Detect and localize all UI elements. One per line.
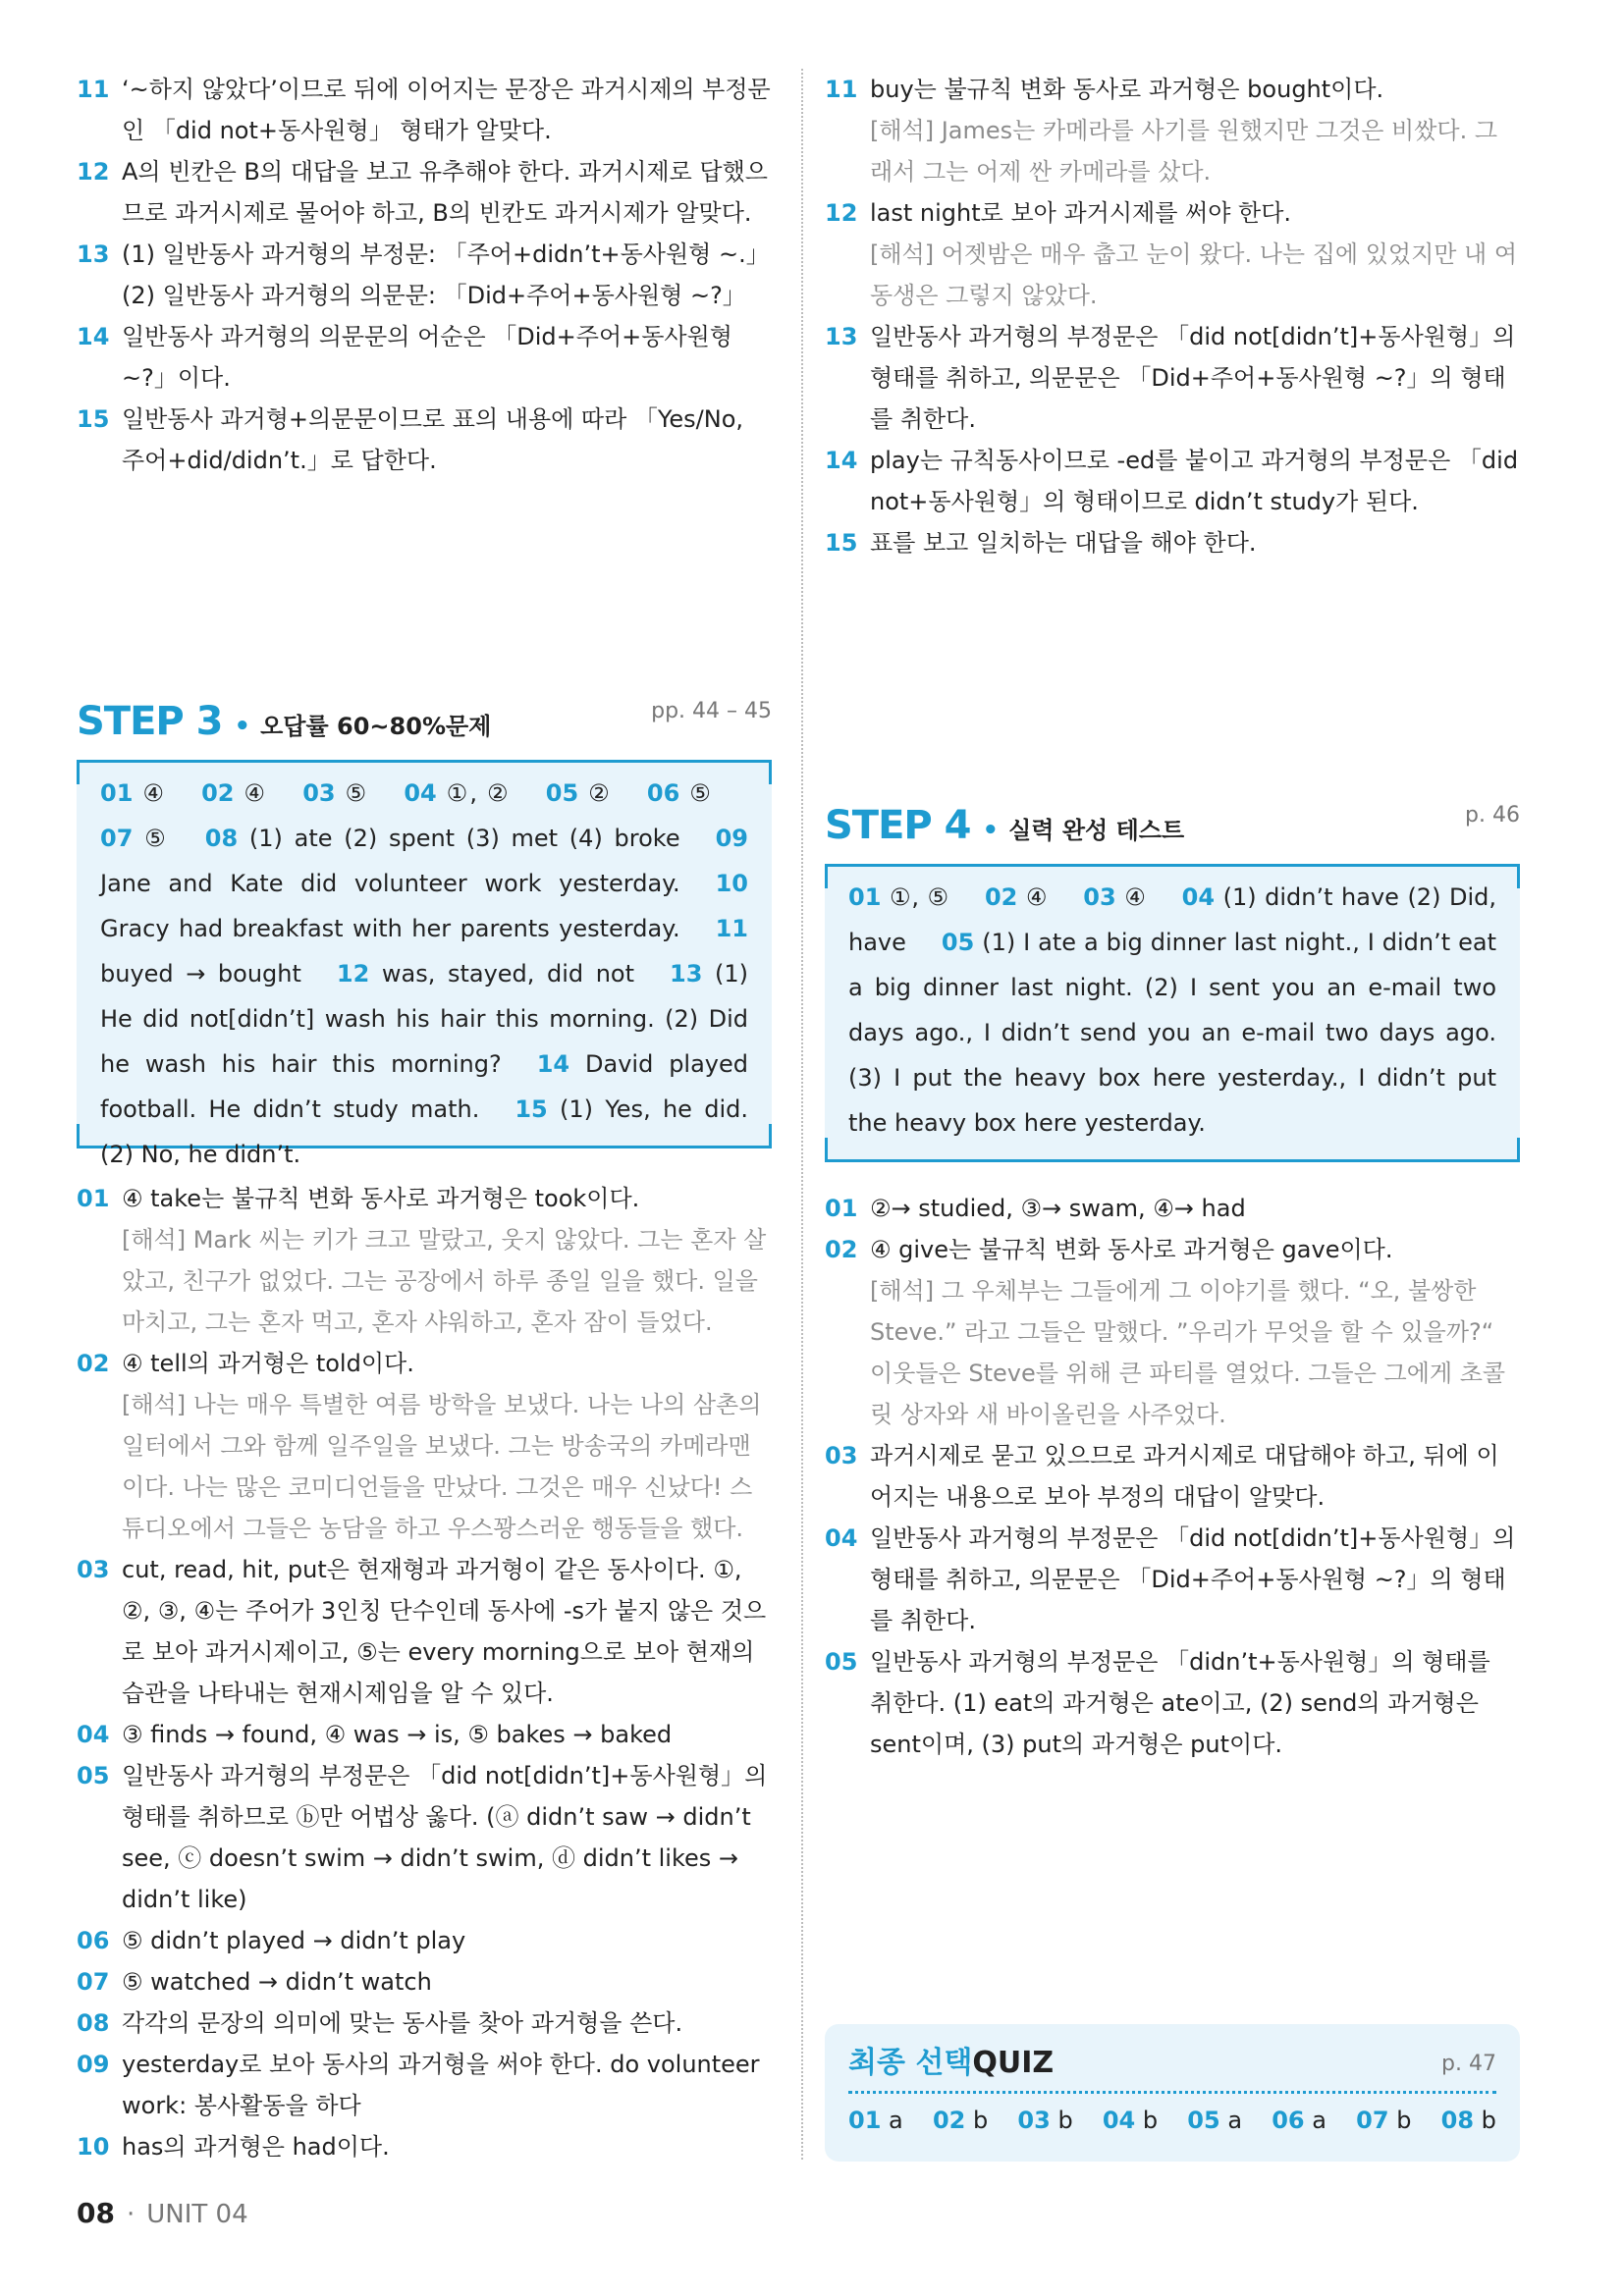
item-number: 02 <box>77 1350 110 1377</box>
item-number: 07 <box>77 1968 110 1996</box>
item-body <box>122 151 772 234</box>
item-number: 03 <box>825 1442 858 1469</box>
item-text: ⑤ didn’t played → didn’t play <box>122 1927 466 1954</box>
quiz-answer <box>933 2107 988 2134</box>
step3-label: STEP 3 <box>77 699 223 744</box>
item-body <box>122 1549 772 1714</box>
quiz-answer-number: 06 <box>1272 2107 1305 2134</box>
item-body <box>870 1641 1520 1765</box>
quiz-divider <box>848 2091 1496 2094</box>
quiz-answer-value: b <box>1142 2107 1159 2134</box>
explanation-item <box>825 1518 1520 1641</box>
item-number: 01 <box>825 1195 858 1222</box>
explanation-item <box>825 1435 1520 1518</box>
quiz-answer <box>1356 2107 1411 2134</box>
explanation-item <box>825 192 1520 316</box>
step4-explanations <box>825 1188 1520 1765</box>
answer-number: 06 <box>646 779 680 807</box>
answer-value: David played football. He didn’t study math. <box>100 1050 749 1123</box>
item-text: 일반동사 과거형의 의문문의 어순은 「Did+주어+동사원형 ~?」이다. <box>122 323 732 392</box>
item-body <box>870 316 1520 440</box>
item-number: 04 <box>825 1524 858 1552</box>
item-body <box>870 1229 1520 1435</box>
answer-value: ④ <box>244 779 268 807</box>
item-translation: [해석] Mark 씨는 키가 크고 말랐고, 웃지 않았다. 그는 혼자 살았고, 친구가 없었다. 그는 공장에서 하루 종일 일을 했다. 일을 마치고, 그는 혼자 먹고, 혼자 샤워하고, 혼자 잠이 들었다. <box>122 1226 767 1336</box>
item-text: 일반동사 과거형의 부정문은 「did not[didn’t]+동사원형」의 형태를 취하므로 ⓑ만 어법상 옳다. (ⓐ didn’t saw → didn’t see, ⓒ doesn’t swim → didn’t swim, ⓓ didn’t likes → didn’t like) <box>122 1762 768 1913</box>
explanation-item <box>77 1549 772 1714</box>
item-text: last night로 보아 과거시제를 써야 한다. <box>870 199 1292 227</box>
answer-number: 03 <box>1083 883 1116 911</box>
item-number: 01 <box>77 1185 110 1212</box>
answer-value: (1) ate (2) spent (3) met (4) broke <box>248 825 680 852</box>
item-number: 03 <box>77 1556 110 1583</box>
item-number: 08 <box>77 2009 110 2037</box>
quiz-answer <box>1272 2107 1326 2134</box>
item-translation: [해석] 그 우체부는 그들에게 그 이야기를 했다. “오, 불쌍한 Steve.” 라고 그들은 말했다. ”우리가 무엇을 할 수 있을까?“ 이웃들은 Steve를 위해 큰 파티를 열었다. 그들은 그에게 초콜릿 상자와 새 바이올린을 사주었다. <box>870 1277 1506 1428</box>
answer-number: 04 <box>404 779 437 807</box>
item-text: 표를 보고 일치하는 대답을 해야 한다. <box>870 529 1257 557</box>
item-body <box>870 440 1520 522</box>
answer-value: ④ <box>1124 883 1147 911</box>
item-text: ⑤ watched → didn’t watch <box>122 1968 432 1996</box>
item-text: ‘~하지 않았다’이므로 뒤에 이어지는 문장은 과거시제의 부정문인 「did not+동사원형」 형태가 알맞다. <box>122 76 771 144</box>
item-text: has의 과거형은 had이다. <box>122 2133 390 2161</box>
explanation-item <box>77 1178 772 1343</box>
quiz-answer-number: 01 <box>848 2107 882 2134</box>
item-body <box>122 1755 772 1920</box>
step4-header <box>825 803 1520 854</box>
quiz-answer-number: 03 <box>1017 2107 1051 2134</box>
item-text: 각각의 문장의 의미에 맞는 동사를 찾아 과거형을 쓴다. <box>122 2009 683 2037</box>
item-number: 12 <box>77 158 110 186</box>
explanation-item <box>77 1920 772 1961</box>
answer-number: 03 <box>302 779 336 807</box>
quiz-answer-value: b <box>972 2107 989 2134</box>
step4-answer-box <box>825 864 1520 1162</box>
item-body <box>122 1714 772 1755</box>
item-text: ③ finds → found, ④ was → is, ⑤ bakes → baked <box>122 1721 673 1748</box>
answer-number: 15 <box>514 1095 548 1123</box>
item-body <box>122 2126 772 2167</box>
item-text: (2) 일반동사 과거형의 의문문: 「Did+주어+동사원형 ~?」 <box>122 282 746 309</box>
answer-number: 09 <box>715 825 749 852</box>
explanation-item <box>77 2044 772 2126</box>
item-number: 05 <box>77 1762 110 1789</box>
explanation-item <box>825 1641 1520 1765</box>
item-text: 일반동사 과거형의 부정문은 「didn’t+동사원형」의 형태를 취한다. (1) eat의 과거형은 ate이고, (2) send의 과거형은 sent이며, (3) put의 과거형은 put이다. <box>870 1648 1490 1758</box>
item-body <box>122 1961 772 2002</box>
item-number: 09 <box>77 2051 110 2078</box>
item-text: A의 빈칸은 B의 대답을 보고 유추해야 한다. 과거시제로 답했으므로 과거시제로 물어야 하고, B의 빈칸도 과거시제가 알맞다. <box>122 158 768 227</box>
answer-number: 04 <box>1181 883 1216 911</box>
item-number: 15 <box>825 529 858 557</box>
answer-value: ⑤ <box>345 779 369 807</box>
item-body <box>122 69 772 151</box>
final-quiz-box <box>825 2024 1520 2162</box>
item-text: 일반동사 과거형+의문문이므로 표의 내용에 따라 「Yes/No, 주어+did/didn’t.」로 답한다. <box>122 405 744 474</box>
item-body <box>122 234 772 316</box>
item-translation: [해석] 어젯밤은 매우 춥고 눈이 왔다. 나는 집에 있었지만 내 여동생은 그렇지 않았다. <box>870 240 1518 309</box>
step3-title: 오답률 60~80%문제 <box>260 713 492 740</box>
answer-number: 08 <box>204 825 239 852</box>
explanation-item <box>77 399 772 481</box>
item-number: 04 <box>77 1721 110 1748</box>
quiz-answers <box>848 2107 1496 2134</box>
step4-bullet: • <box>982 816 1000 845</box>
explanation-item <box>77 2002 772 2044</box>
page-number: 08 <box>77 2197 115 2229</box>
item-body <box>870 1188 1520 1229</box>
item-number: 10 <box>77 2133 110 2161</box>
answer-number: 01 <box>848 883 882 911</box>
item-translation: [해석] 나는 매우 특별한 여름 방학을 보냈다. 나는 나의 삼촌의 일터에서 그와 함께 일주일을 보냈다. 그는 방송국의 카메라맨이다. 나는 많은 코미디언들을 만났다. 그것은 매우 신났다! 스튜디오에서 그들은 농담을 하고 우스꽝스러운 행동들을 했다. <box>122 1391 762 1542</box>
footer-separator: · <box>126 2200 135 2229</box>
quiz-title-en: QUIZ <box>972 2046 1055 2080</box>
quiz-answer-value: b <box>1057 2107 1073 2134</box>
quiz-answer-value: a <box>889 2107 903 2134</box>
explanation-item <box>77 1343 772 1549</box>
quiz-pages: p. 47 <box>1441 2052 1496 2076</box>
item-number: 14 <box>825 447 858 474</box>
item-text: ②→ studied, ③→ swam, ④→ had <box>870 1195 1246 1222</box>
item-number: 05 <box>825 1648 858 1676</box>
item-body <box>122 399 772 481</box>
answer-number: 12 <box>336 960 370 988</box>
item-body <box>870 192 1520 316</box>
answer-value: ④ <box>142 779 167 807</box>
item-translation: [해석] James는 카메라를 사기를 원했지만 그것은 비쌌다. 그래서 그는 어제 싼 카메라를 샀다. <box>870 117 1498 186</box>
item-body <box>122 1920 772 1961</box>
answer-number: 05 <box>545 779 579 807</box>
item-text: 일반동사 과거형의 부정문은 「did not[didn’t]+동사원형」의 형태를 취하고, 의문문은 「Did+주어+동사원형 ~?」의 형태를 취한다. <box>870 1524 1516 1634</box>
step4-title: 실력 완성 테스트 <box>1008 817 1185 844</box>
explanation-item <box>77 1755 772 1920</box>
item-text: ④ give는 불규칙 변화 동사로 과거형은 gave이다. <box>870 1236 1393 1263</box>
quiz-answer-value: b <box>1481 2107 1496 2134</box>
answer-value: ② <box>588 779 612 807</box>
item-text: (1) 일반동사 과거형의 부정문: 「주어+didn’t+동사원형 ~.」 <box>122 240 770 268</box>
answer-number: 13 <box>670 960 703 988</box>
quiz-answer-number: 05 <box>1187 2107 1220 2134</box>
explanation-item <box>825 1229 1520 1435</box>
quiz-title-kr: 최종 선택 <box>848 2046 973 2080</box>
item-text: buy는 불규칙 변화 동사로 과거형은 bought이다. <box>870 76 1384 103</box>
quiz-answer <box>1441 2107 1496 2134</box>
item-text: ④ take는 불규칙 변화 동사로 과거형은 took이다. <box>122 1185 640 1212</box>
item-text: play는 규칙동사이므로 -ed를 붙이고 과거형의 부정문은 「did not+동사원형」의 형태이므로 didn’t study가 된다. <box>870 447 1519 515</box>
item-number: 14 <box>77 323 110 350</box>
explanation-item <box>825 522 1520 563</box>
answer-number: 02 <box>201 779 235 807</box>
explanations-top-right <box>825 69 1520 563</box>
answer-value: ①, ⑤ <box>889 883 949 911</box>
explanation-item <box>825 440 1520 522</box>
explanation-item <box>77 2126 772 2167</box>
quiz-answer-value: b <box>1396 2107 1412 2134</box>
item-number: 11 <box>825 76 858 103</box>
answer-number: 01 <box>100 779 134 807</box>
answer-value: (1) didn’t have (2) Did, have <box>848 883 1496 956</box>
quiz-answer-number: 08 <box>1440 2107 1475 2134</box>
explanation-item <box>77 1714 772 1755</box>
answer-value: (1) Yes, he did. (2) No, he didn’t. <box>100 1095 748 1168</box>
step3-pages: pp. 44 – 45 <box>651 699 772 723</box>
answer-value: Gracy had breakfast with her parents yesterday. <box>100 915 680 942</box>
step3-explanations <box>77 1178 772 2167</box>
answer-value: ①, ② <box>446 779 511 807</box>
answer-value: (1) I ate a big dinner last night., I didn’t eat a big dinner last night. (2) I sent you an e-mail two days ago., I didn’t send you an e-mail two days ago. (3) I put the heavy box here yesterday., I didn’t put the heavy box here yesterday. <box>848 929 1496 1137</box>
step3-answers <box>100 771 748 1177</box>
answer-number: 05 <box>941 929 975 956</box>
answer-number: 14 <box>536 1050 570 1078</box>
item-text: 일반동사 과거형의 부정문은 「did not[didn’t]+동사원형」의 형태를 취하고, 의문문은 「Did+주어+동사원형 ~?」의 형태를 취한다. <box>870 323 1516 433</box>
item-number: 02 <box>825 1236 858 1263</box>
quiz-answer <box>848 2107 903 2134</box>
answer-value: buyed → bought <box>100 960 301 988</box>
answer-value: (1) He did not[didn’t] wash his hair this morning. (2) Did he wash his hair this morning? <box>100 960 749 1078</box>
explanation-item <box>77 234 772 316</box>
answer-value: was, stayed, did not <box>381 960 635 988</box>
item-text: ④ tell의 과거형은 told이다. <box>122 1350 414 1377</box>
step3-header <box>77 699 772 750</box>
explanation-item <box>77 151 772 234</box>
explanation-item <box>77 316 772 399</box>
item-number: 11 <box>77 76 110 103</box>
step4-label: STEP 4 <box>825 803 971 848</box>
quiz-answer-value: a <box>1312 2107 1326 2134</box>
quiz-answer-number: 02 <box>932 2107 966 2134</box>
explanation-item <box>825 316 1520 440</box>
answer-value: ⑤ <box>144 825 170 852</box>
answer-number: 07 <box>100 825 134 852</box>
item-body <box>122 1178 772 1343</box>
step4-pages: p. 46 <box>1465 803 1520 828</box>
explanation-item <box>825 1188 1520 1229</box>
item-number: 12 <box>825 199 858 227</box>
explanation-item <box>77 1961 772 2002</box>
item-body <box>122 1343 772 1549</box>
answer-value: ④ <box>1025 883 1049 911</box>
quiz-answer <box>1187 2107 1242 2134</box>
explanation-item <box>825 69 1520 192</box>
answer-value: Jane and Kate did volunteer work yesterday. <box>100 870 680 897</box>
item-body <box>870 1518 1520 1641</box>
item-body <box>122 2044 772 2126</box>
column-divider <box>801 69 803 2160</box>
step3-bullet: • <box>234 712 251 741</box>
item-text: yesterday로 보아 동사의 과거형을 써야 한다. do volunteer work: 봉사활동을 하다 <box>122 2051 760 2119</box>
item-body <box>870 1435 1520 1518</box>
answer-value: ⑤ <box>689 779 713 807</box>
item-number: 15 <box>77 405 110 433</box>
explanation-item <box>77 69 772 151</box>
item-text: 과거시제로 묻고 있으므로 과거시제로 대답해야 하고, 뒤에 이어지는 내용으로 보아 부정의 대답이 알맞다. <box>870 1442 1499 1511</box>
answer-number: 11 <box>715 915 748 942</box>
explanations-top-left <box>77 69 772 481</box>
item-body <box>122 2002 772 2044</box>
step3-answer-box <box>77 760 772 1168</box>
page-footer <box>77 2197 248 2229</box>
unit-label: UNIT 04 <box>146 2200 248 2229</box>
quiz-answer <box>1017 2107 1072 2134</box>
item-body <box>870 522 1520 563</box>
quiz-answer-number: 04 <box>1102 2107 1136 2134</box>
item-text: cut, read, hit, put은 현재형과 과거형이 같은 동사이다. ①, ②, ③, ④는 주어가 3인칭 단수인데 동사에 -s가 붙지 않은 것으로 보아 과거시제이고, ⑤는 every morning으로 보아 현재의 습관을 나타내는 현재시제임을 알 수 있다. <box>122 1556 767 1707</box>
item-number: 06 <box>77 1927 110 1954</box>
quiz-answer-value: a <box>1227 2107 1243 2134</box>
step4-answers <box>848 875 1496 1146</box>
quiz-answer <box>1103 2107 1158 2134</box>
item-number: 13 <box>825 323 858 350</box>
item-body <box>870 69 1520 192</box>
answer-number: 02 <box>984 883 1018 911</box>
quiz-title <box>848 2038 1496 2081</box>
answer-number: 10 <box>715 870 748 897</box>
item-number: 13 <box>77 240 110 268</box>
quiz-answer-number: 07 <box>1356 2107 1389 2134</box>
item-body <box>122 316 772 399</box>
